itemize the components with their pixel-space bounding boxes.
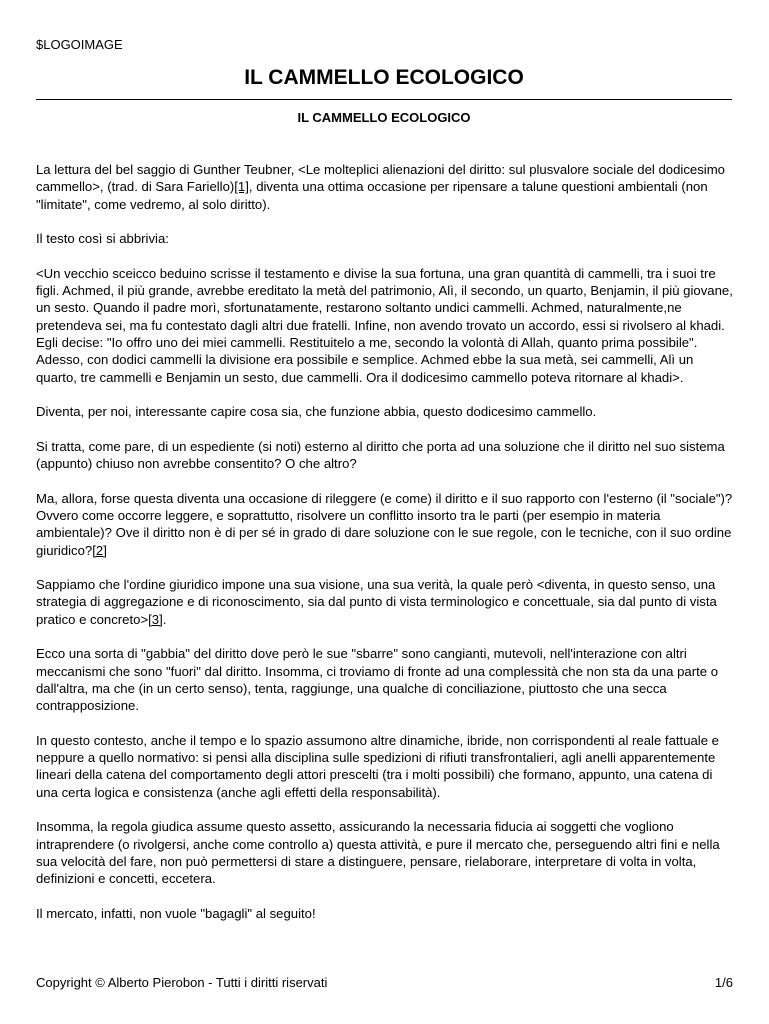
page-number: 1/6 (714, 975, 733, 990)
footnote-link-1[interactable]: [1] (234, 179, 249, 195)
page-footer (36, 975, 733, 990)
paragraph-6 (36, 490, 733, 559)
footnote-link-2[interactable]: [2] (92, 542, 107, 558)
paragraph-7-text-a: Sappiamo che l'ordine giuridico impone una sua visione, una sua verità, la quale però <diventa, in questo senso, una strategia di aggregazione e di riconoscimento, sia dal punto di vista terminologico e concettuale, sia dal punto di vista pratico e concreto> (36, 577, 717, 627)
logo-placeholder: $LOGOIMAGE (36, 37, 123, 52)
article-body (36, 161, 733, 939)
paragraph-2: Il testo così si abbrivia: (36, 231, 169, 247)
document-title: IL CAMMELLO ECOLOGICO (244, 66, 524, 89)
document-subtitle: IL CAMMELLO ECOLOGICO (297, 110, 471, 125)
paragraph-3: <Un vecchio sceicco beduino scrisse il testamento e divise la sua fortuna, una gran quantità di cammelli, tra i suoi tre figli. Achmed, il più grande, avrebbe ereditato la metà del patrimonio, Alì, il secondo, un quarto, Benjamin, il più giovane, un sesto. Quando il padre morì, sfortunatamente, restarono soltanto undici cammelli. Achmed, naturalmente,ne pretendeva sei, ma fu contestato dagli altri due fratelli. Infine, non avendo trovato un accordo, essi si rivolsero al khadi. Egli decise: "Io offro uno dei miei cammelli. Restituitelo a me, secondo la volontà di Allah, quanto prima possibile". Adesso, con dodici cammelli la divisione era possibile e semplice. Achmed ebbe la sua metà, sei cammelli, Alì un quarto, tre cammelli e Benjamin un sesto, due cammelli. Ora il dodicesimo cammello poteva ritornare al khadi>. (36, 265, 733, 385)
paragraph-1-text-b: , diventa una ottima occasione per ripensare a talune questioni ambientali (non "limitate", come vedremo, al solo diritto). (36, 179, 708, 212)
paragraph-8: Ecco una sorta di "gabbia" del diritto dove però le sue "sbarre" sono cangianti, mutevoli, nell'interazione con altri meccanismi che sono "fuori" dal diritto. Insomma, ci troviamo di fronte ad una complessità che non sta da una parte o dall'altra, ma che (in un certo senso), tenta, raggiunge, una qualche di conciliazione, piuttosto che una secca contrapposizione. (36, 646, 719, 714)
paragraph-7-text-b: . (162, 611, 167, 627)
paragraph-4: Diventa, per noi, interessante capire cosa sia, che funzione abbia, questo dodicesimo cammello. (36, 404, 597, 420)
paragraph-5: Si tratta, come pare, di un espediente (si noti) esterno al diritto che porta ad una soluzione che il diritto nel suo sistema (appunto) chiuso non avrebbe consentito? O che altro? (36, 438, 725, 472)
footnote-link-3[interactable]: [3] (148, 611, 163, 627)
copyright-text: Copyright © Alberto Pierobon - Tutti i diritti riservati (36, 975, 328, 990)
paragraph-11: Il mercato, infatti, non vuole "bagagli" al seguito! (36, 905, 316, 921)
paragraph-10: Insomma, la regola giudica assume questo assetto, assicurando la necessaria fiducia ai soggetti che vogliono intraprendere (o rivolgersi, anche come controllo a) questa attività, e pure il mercato che, perseguendo altri fini e nella sua velocità del fare, non può permettersi di stare a distinguere, pensare, rielaborare, interpretare di volta in volta, definizioni e concetti, eccetera. (36, 819, 720, 887)
paragraph-1 (36, 161, 733, 213)
paragraph-9: In questo contesto, anche il tempo e lo spazio assumono altre dinamiche, ibride, non corrispondenti al reale fattuale e neppure a quello normativo: si pensi alla disciplina sulle spedizioni di rifiuti transfrontalieri, agli anelli apparentemente lineari della catena del comportamento degli attori prescelti (tra i molti possibili) che formano, appunto, una catena di una certa logica e consistenza (anche agli effetti della responsabilità). (36, 732, 719, 800)
title-divider (36, 99, 732, 100)
paragraph-1-text-a: La lettura del bel saggio di Gunther Teubner, <Le molteplici alienazioni del diritto: sul plusvalore sociale del dodicesimo cammello>, (trad. di Sara Fariello) (36, 162, 725, 195)
paragraph-7 (36, 576, 733, 628)
paragraph-6-text: Ma, allora, forse questa diventa una occasione di rileggere (e come) il diritto e il suo rapporto con l'esterno (il "sociale")? Ovvero come occorre leggere, e soprattutto, risolvere un conflitto insorto tra le parti (per esempio in materia ambientale)? Ove il diritto non è di per sé in grado di dare soluzione con le sue regole, con le tecniche, con il suo ordine giuridico? (36, 490, 733, 558)
